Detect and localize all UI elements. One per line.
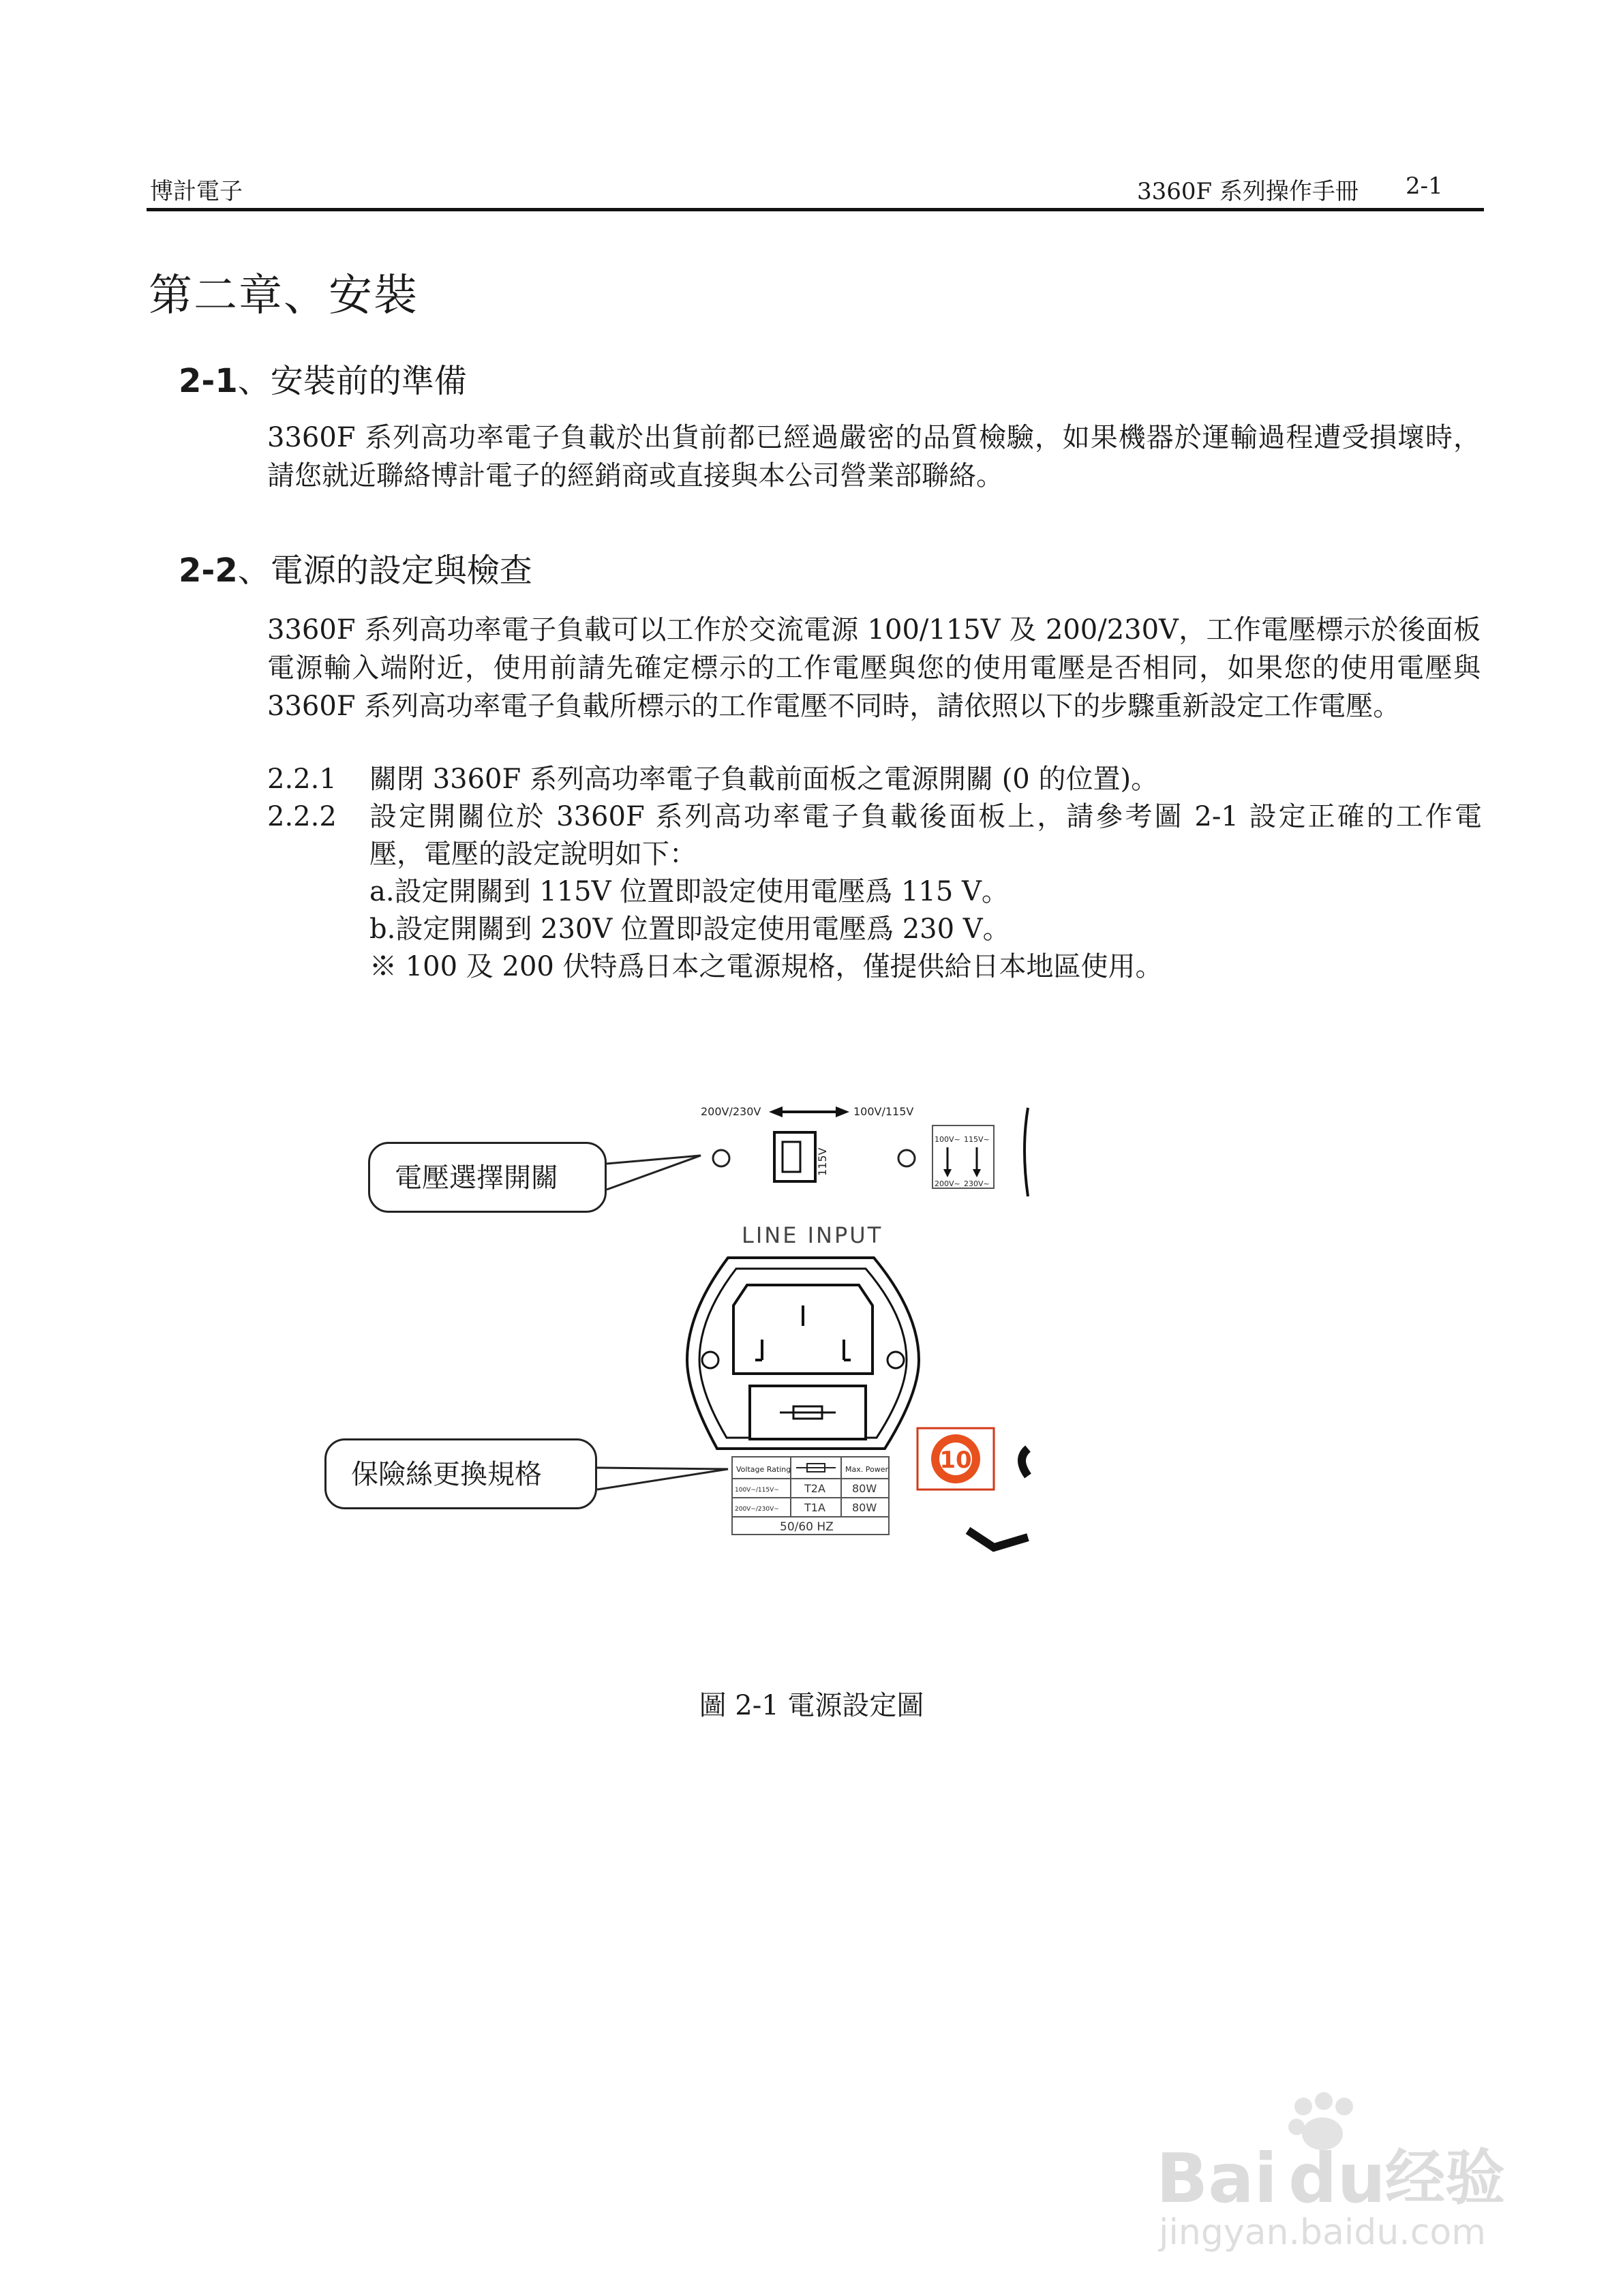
watermark-brand: Bai — [1156, 2139, 1277, 2218]
chapter-title: 第二章、安裝 — [149, 271, 419, 321]
step-text: 關閉 3360F 系列高功率電子負載前面板之電源開關 (0 的位置)。 — [369, 764, 1159, 795]
callout-label: 電壓選擇開關 — [395, 1162, 558, 1194]
section-number: 2-1 — [179, 362, 238, 400]
callout-pointer — [597, 1468, 728, 1490]
logo-fragment — [968, 1530, 1028, 1547]
header-company: 博計電子 — [150, 178, 243, 205]
callout-pointer — [607, 1155, 701, 1190]
svg-text:80W: 80W — [852, 1482, 877, 1495]
header-page-number: 2-1 — [1406, 172, 1443, 200]
section-heading-2-1 — [179, 354, 467, 402]
section-paragraph-2-1 — [267, 419, 1481, 495]
screw-hole — [713, 1150, 729, 1166]
svg-text:200V~: 200V~ — [935, 1179, 960, 1188]
svg-text:100V~/115V~: 100V~/115V~ — [735, 1487, 779, 1494]
label-100v: 100V/115V — [853, 1105, 914, 1118]
paragraph-text: 3360F 系列高功率電子負載於出貨前都已經過嚴密的品質檢驗，如果機器於運輸過程遭受損壞時，請您就近聯絡博計電子的經銷商或直接與本公司營業部聯絡。 — [267, 422, 1481, 492]
callout-label: 保險絲更換規格 — [351, 1459, 542, 1490]
voltage-switch — [774, 1132, 815, 1181]
watermark-url: jingyan.baidu.com — [1159, 2212, 1486, 2253]
section-title: 、電源的設定與檢查 — [237, 552, 532, 590]
switch-label: 115V — [816, 1147, 829, 1176]
svg-text:Max. Power: Max. Power — [845, 1465, 888, 1474]
figure-caption: 圖 2-1 電源設定圖 — [699, 1690, 924, 1721]
svg-text:100V~: 100V~ — [935, 1135, 960, 1144]
iec-socket — [733, 1285, 873, 1374]
section-heading-2-2 — [179, 544, 532, 591]
svg-text:80W: 80W — [852, 1501, 877, 1514]
step-number: 2.2.1 — [267, 764, 337, 795]
step-text-continued: 壓，電壓的設定說明如下： — [369, 839, 697, 870]
svg-text:50/60 HZ: 50/60 HZ — [780, 1520, 834, 1534]
section-title: 、安裝前的準備 — [237, 362, 467, 400]
fuse-spec-table — [732, 1457, 889, 1535]
label-200v: 200V/230V — [701, 1105, 761, 1118]
note-item: ※ 100 及 200 伏特爲日本之電源規格，僅提供給日本地區使用。 — [369, 951, 1163, 982]
step-number: 2.2.2 — [267, 801, 337, 832]
sub-item: a.設定開關到 115V 位置即設定使用電壓爲 115 V。 — [369, 876, 1009, 907]
svg-text:230V~: 230V~ — [964, 1179, 990, 1188]
power-setting-figure — [319, 1087, 1042, 1578]
baidu-watermark — [1152, 2086, 1534, 2256]
panel-edge — [1025, 1108, 1028, 1196]
svg-text:200V~/230V~: 200V~/230V~ — [735, 1506, 779, 1513]
step-text: 設定開關位於 3360F 系列高功率電子負載後面板上，請參考圖 2-1 設定正確的工作電 — [369, 801, 1482, 832]
svg-text:115V~: 115V~ — [964, 1135, 990, 1144]
rear-panel-drawing — [319, 1087, 1042, 1578]
sub-item: b.設定開關到 230V 位置即設定使用電壓爲 230 V。 — [369, 913, 1010, 945]
line-input-label: LINE INPUT — [742, 1222, 883, 1248]
eco-badge-number: 10 — [939, 1447, 972, 1474]
paragraph-text: 3360F 系列高功率電子負載可以工作於交流電源 100/115V 及 200/230V，工作電壓標示於後面板電源輸入端附近，使用前請先確定標示的工作電壓與您的使用電壓是否相同，如果您的使用電壓與 3360F 系列高功率電子負載所標示的工作電壓不同時，請依照以下的步驟重新設定工作電壓。 — [267, 614, 1481, 722]
screw-hole — [898, 1150, 915, 1166]
watermark-brand-du: du — [1288, 2139, 1386, 2218]
section-number: 2-2 — [179, 552, 238, 590]
svg-text:T1A: T1A — [804, 1501, 825, 1514]
header-manual-title: 3360F 系列操作手冊 — [1137, 178, 1359, 205]
svg-text:Voltage Rating: Voltage Rating — [736, 1465, 791, 1474]
watermark-brand-jingyan: 经验 — [1385, 2143, 1506, 2213]
header-rule — [147, 208, 1484, 211]
svg-text:T2A: T2A — [804, 1482, 825, 1495]
section-paragraph-2-2 — [267, 611, 1481, 725]
